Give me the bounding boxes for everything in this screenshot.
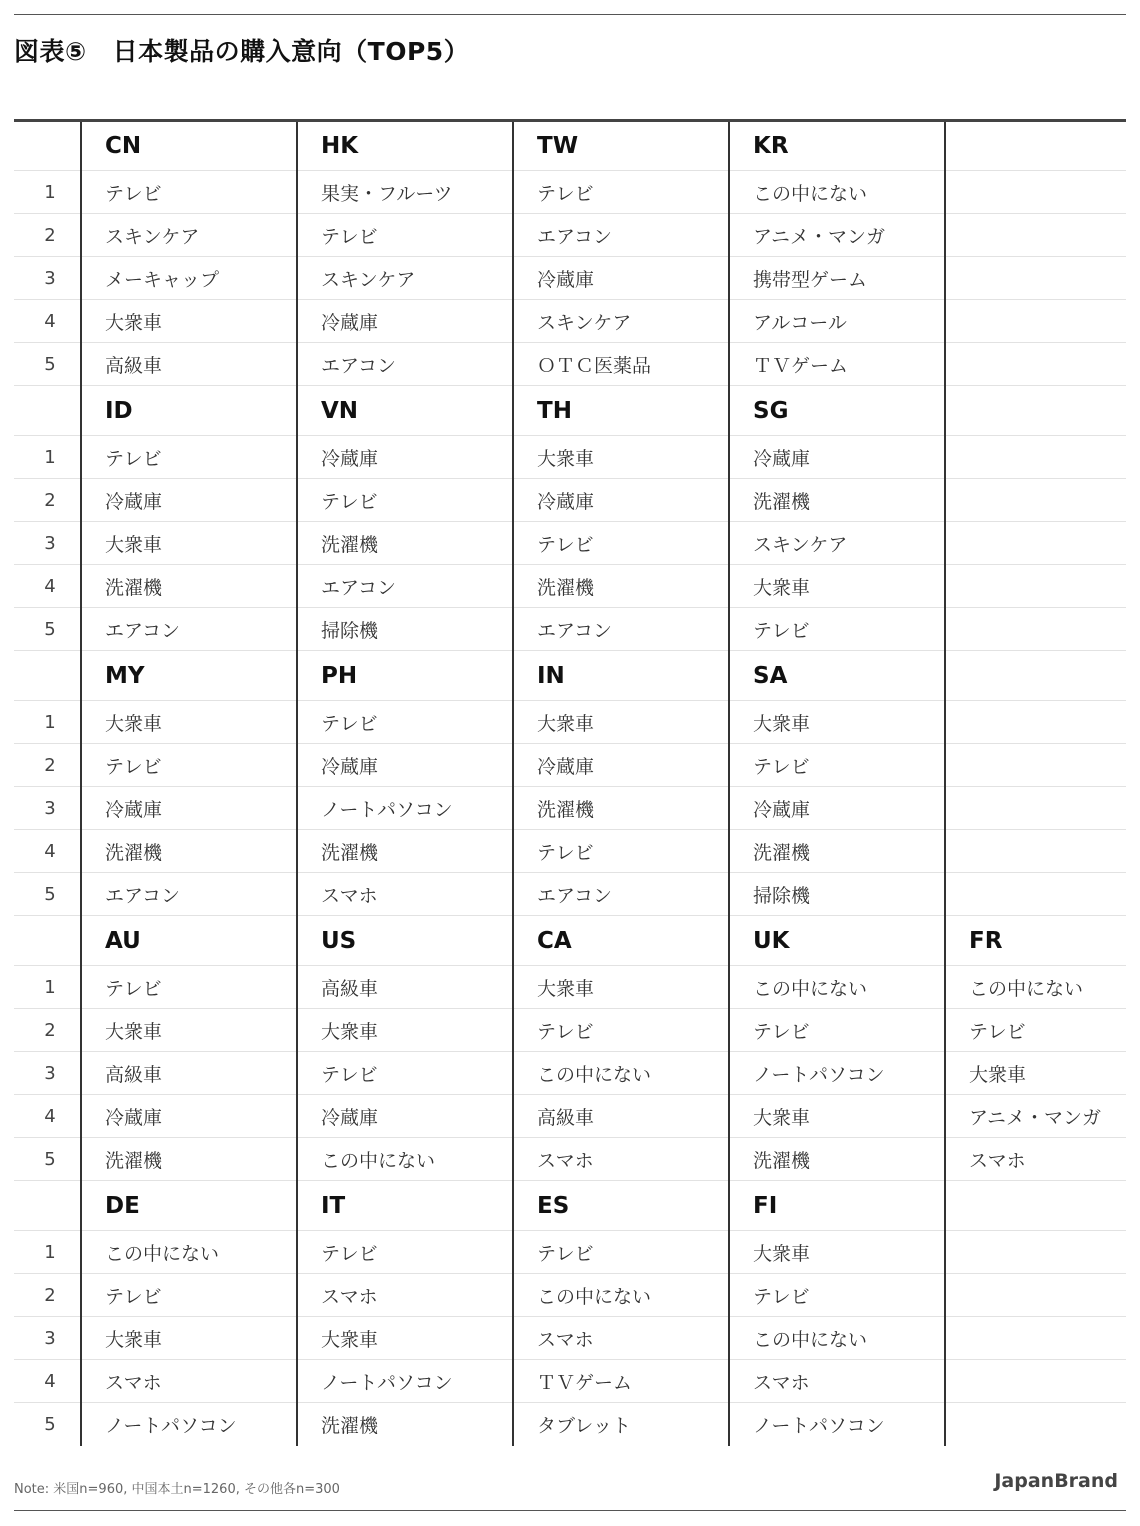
product-cell: アルコール — [729, 300, 945, 343]
table-row — [14, 1274, 1126, 1317]
product-cell — [945, 343, 1126, 386]
product-cell: この中にない — [945, 966, 1126, 1009]
product-cell: スマホ — [513, 1138, 729, 1181]
product-cell: テレビ — [513, 522, 729, 565]
product-cell: 大衆車 — [729, 1231, 945, 1274]
table-row — [14, 300, 1126, 343]
product-cell: テレビ — [81, 966, 297, 1009]
rank-number: 3 — [14, 522, 81, 565]
table-row — [14, 1360, 1126, 1403]
country-code — [945, 386, 1126, 436]
product-cell: 大衆車 — [729, 565, 945, 608]
product-cell: 高級車 — [297, 966, 513, 1009]
product-cell: 冷蔵庫 — [81, 787, 297, 830]
product-cell — [945, 436, 1126, 479]
table-row — [14, 1231, 1126, 1274]
brand-logo: JapanBrand — [994, 1470, 1118, 1492]
country-code: AU — [81, 916, 297, 966]
country-code: TH — [513, 386, 729, 436]
product-cell: テレビ — [513, 1009, 729, 1052]
country-code: CA — [513, 916, 729, 966]
product-cell: ノートパソコン — [729, 1052, 945, 1095]
product-cell: ＴＶゲーム — [729, 343, 945, 386]
product-cell — [945, 1403, 1126, 1446]
product-cell: テレビ — [513, 1231, 729, 1274]
product-cell: この中にない — [513, 1052, 729, 1095]
product-cell — [945, 787, 1126, 830]
product-cell: 冷蔵庫 — [297, 744, 513, 787]
product-cell: 大衆車 — [81, 701, 297, 744]
product-cell — [945, 300, 1126, 343]
country-header-row — [14, 651, 1126, 701]
country-code: HK — [297, 121, 513, 171]
product-cell: エアコン — [81, 608, 297, 651]
country-code — [945, 1181, 1126, 1231]
product-cell: ノートパソコン — [81, 1403, 297, 1446]
product-cell: テレビ — [729, 744, 945, 787]
country-code: KR — [729, 121, 945, 171]
rank-number: 4 — [14, 1095, 81, 1138]
product-cell: 洗濯機 — [729, 830, 945, 873]
product-cell — [945, 701, 1126, 744]
product-cell: テレビ — [81, 744, 297, 787]
rank-number: 3 — [14, 787, 81, 830]
product-cell: 冷蔵庫 — [513, 479, 729, 522]
country-code: IN — [513, 651, 729, 701]
rank-number: 1 — [14, 1231, 81, 1274]
country-code: SA — [729, 651, 945, 701]
country-code: US — [297, 916, 513, 966]
product-cell: 冷蔵庫 — [513, 257, 729, 300]
rank-number: 2 — [14, 1274, 81, 1317]
country-code: PH — [297, 651, 513, 701]
rank-number: 1 — [14, 966, 81, 1009]
product-cell: エアコン — [513, 873, 729, 916]
rank-number: 3 — [14, 1052, 81, 1095]
product-cell: 洗濯機 — [81, 1138, 297, 1181]
rank-header-cell — [14, 1181, 81, 1231]
rank-number: 2 — [14, 744, 81, 787]
product-cell: テレビ — [729, 1009, 945, 1052]
rank-number: 5 — [14, 1138, 81, 1181]
rank-number: 4 — [14, 300, 81, 343]
table-row — [14, 701, 1126, 744]
product-cell: 冷蔵庫 — [729, 787, 945, 830]
product-cell: この中にない — [81, 1231, 297, 1274]
table-row — [14, 744, 1126, 787]
rank-header-cell — [14, 916, 81, 966]
table-row — [14, 1009, 1126, 1052]
product-cell: 洗濯機 — [513, 565, 729, 608]
product-cell: 大衆車 — [81, 1009, 297, 1052]
product-cell — [945, 257, 1126, 300]
footnote: Note: 米国n=960, 中国本土n=1260, その他各n=300 — [14, 1482, 340, 1497]
product-cell: 冷蔵庫 — [297, 1095, 513, 1138]
rank-number: 5 — [14, 1403, 81, 1446]
product-cell: タブレット — [513, 1403, 729, 1446]
product-cell: 冷蔵庫 — [513, 744, 729, 787]
table-row — [14, 1403, 1126, 1446]
product-cell: ＯＴＣ医薬品 — [513, 343, 729, 386]
product-cell — [945, 744, 1126, 787]
product-cell: この中にない — [297, 1138, 513, 1181]
top-rule — [14, 14, 1126, 15]
product-cell: テレビ — [297, 214, 513, 257]
table-row — [14, 608, 1126, 651]
product-cell: 冷蔵庫 — [729, 436, 945, 479]
product-cell — [945, 1360, 1126, 1403]
country-code: ES — [513, 1181, 729, 1231]
product-cell — [945, 873, 1126, 916]
rank-number: 5 — [14, 343, 81, 386]
purchase-intent-table — [14, 119, 1126, 1446]
product-cell: ノートパソコン — [297, 1360, 513, 1403]
figure-title-text: 日本製品の購入意向（TOP5） — [112, 37, 470, 66]
country-header-row — [14, 1181, 1126, 1231]
product-cell: スマホ — [513, 1317, 729, 1360]
rank-number: 1 — [14, 171, 81, 214]
country-code: IT — [297, 1181, 513, 1231]
product-cell: スキンケア — [513, 300, 729, 343]
rank-number: 2 — [14, 214, 81, 257]
product-cell: テレビ — [729, 1274, 945, 1317]
country-header-row — [14, 916, 1126, 966]
table-row — [14, 1095, 1126, 1138]
product-cell: 冷蔵庫 — [81, 479, 297, 522]
product-cell: テレビ — [81, 1274, 297, 1317]
product-cell: 大衆車 — [729, 1095, 945, 1138]
table-row — [14, 1138, 1126, 1181]
table-row — [14, 1052, 1126, 1095]
product-cell: 洗濯機 — [729, 479, 945, 522]
rank-number: 4 — [14, 1360, 81, 1403]
product-cell: テレビ — [729, 608, 945, 651]
product-cell: 掃除機 — [297, 608, 513, 651]
product-cell: テレビ — [297, 1052, 513, 1095]
product-cell — [945, 522, 1126, 565]
product-cell: スマホ — [297, 873, 513, 916]
country-code: UK — [729, 916, 945, 966]
product-cell: この中にない — [729, 171, 945, 214]
product-cell: 洗濯機 — [81, 830, 297, 873]
product-cell: 高級車 — [81, 343, 297, 386]
rank-number: 5 — [14, 608, 81, 651]
product-cell: 洗濯機 — [297, 522, 513, 565]
country-code: ID — [81, 386, 297, 436]
product-cell — [945, 214, 1126, 257]
product-cell: 大衆車 — [513, 966, 729, 1009]
product-cell — [945, 1231, 1126, 1274]
rank-header-cell — [14, 386, 81, 436]
country-code: DE — [81, 1181, 297, 1231]
table-row — [14, 257, 1126, 300]
table-row — [14, 436, 1126, 479]
product-cell: 高級車 — [81, 1052, 297, 1095]
table-row — [14, 522, 1126, 565]
country-code: FR — [945, 916, 1126, 966]
product-cell: メーキャップ — [81, 257, 297, 300]
country-code: VN — [297, 386, 513, 436]
product-cell: ノートパソコン — [297, 787, 513, 830]
rank-number: 2 — [14, 479, 81, 522]
product-cell: スキンケア — [81, 214, 297, 257]
country-code: FI — [729, 1181, 945, 1231]
rank-number: 3 — [14, 257, 81, 300]
product-cell: アニメ・マンガ — [945, 1095, 1126, 1138]
product-cell — [945, 608, 1126, 651]
table-row — [14, 214, 1126, 257]
country-header-row — [14, 121, 1126, 171]
country-code: MY — [81, 651, 297, 701]
product-cell: スマホ — [945, 1138, 1126, 1181]
product-cell: アニメ・マンガ — [729, 214, 945, 257]
product-cell: 大衆車 — [81, 300, 297, 343]
figure-label: 図表⑤ — [14, 37, 87, 66]
table-row — [14, 1317, 1126, 1360]
rank-number: 1 — [14, 436, 81, 479]
product-cell: 洗濯機 — [297, 1403, 513, 1446]
product-cell: 洗濯機 — [729, 1138, 945, 1181]
product-cell: エアコン — [513, 214, 729, 257]
table-row — [14, 171, 1126, 214]
product-cell: 大衆車 — [513, 436, 729, 479]
table-row — [14, 830, 1126, 873]
product-cell — [945, 565, 1126, 608]
product-cell — [945, 479, 1126, 522]
product-cell: 大衆車 — [729, 701, 945, 744]
product-cell: 大衆車 — [297, 1317, 513, 1360]
product-cell: ＴＶゲーム — [513, 1360, 729, 1403]
product-cell: スマホ — [729, 1360, 945, 1403]
product-cell: テレビ — [297, 701, 513, 744]
rank-number: 1 — [14, 701, 81, 744]
bottom-rule — [14, 1510, 1126, 1511]
rank-number: 4 — [14, 830, 81, 873]
country-code: CN — [81, 121, 297, 171]
product-cell: エアコン — [297, 343, 513, 386]
product-cell: 冷蔵庫 — [297, 300, 513, 343]
table-row — [14, 343, 1126, 386]
product-cell: テレビ — [945, 1009, 1126, 1052]
product-cell: 洗濯機 — [297, 830, 513, 873]
rank-number: 4 — [14, 565, 81, 608]
product-cell: テレビ — [297, 1231, 513, 1274]
product-cell: スキンケア — [729, 522, 945, 565]
product-cell: 冷蔵庫 — [297, 436, 513, 479]
product-cell: スマホ — [297, 1274, 513, 1317]
product-cell: 冷蔵庫 — [81, 1095, 297, 1138]
product-cell: エアコン — [81, 873, 297, 916]
rank-number: 5 — [14, 873, 81, 916]
table-row — [14, 479, 1126, 522]
product-cell — [945, 1274, 1126, 1317]
product-cell: 洗濯機 — [81, 565, 297, 608]
product-cell — [945, 171, 1126, 214]
product-cell: 大衆車 — [513, 701, 729, 744]
product-cell: テレビ — [81, 436, 297, 479]
product-cell: 果実・フルーツ — [297, 171, 513, 214]
product-cell — [945, 1317, 1126, 1360]
product-cell: テレビ — [81, 171, 297, 214]
product-cell: スキンケア — [297, 257, 513, 300]
product-cell: この中にない — [513, 1274, 729, 1317]
rank-header-cell — [14, 121, 81, 171]
figure-title — [14, 32, 469, 68]
table-row — [14, 873, 1126, 916]
product-cell: この中にない — [729, 966, 945, 1009]
product-cell: この中にない — [729, 1317, 945, 1360]
product-cell: 大衆車 — [945, 1052, 1126, 1095]
country-code — [945, 121, 1126, 171]
product-cell: エアコン — [513, 608, 729, 651]
country-header-row — [14, 386, 1126, 436]
table-row — [14, 787, 1126, 830]
rank-header-cell — [14, 651, 81, 701]
product-cell: 洗濯機 — [513, 787, 729, 830]
table-row — [14, 565, 1126, 608]
product-cell: 大衆車 — [297, 1009, 513, 1052]
product-cell: ノートパソコン — [729, 1403, 945, 1446]
product-cell: テレビ — [513, 830, 729, 873]
product-cell: エアコン — [297, 565, 513, 608]
product-cell: 大衆車 — [81, 522, 297, 565]
product-cell: 高級車 — [513, 1095, 729, 1138]
country-code — [945, 651, 1126, 701]
product-cell: テレビ — [513, 171, 729, 214]
product-cell: 大衆車 — [81, 1317, 297, 1360]
country-code: TW — [513, 121, 729, 171]
product-cell — [945, 830, 1126, 873]
country-code: SG — [729, 386, 945, 436]
product-cell: テレビ — [297, 479, 513, 522]
product-cell: 掃除機 — [729, 873, 945, 916]
table-row — [14, 966, 1126, 1009]
product-cell: スマホ — [81, 1360, 297, 1403]
rank-number: 2 — [14, 1009, 81, 1052]
product-cell: 携帯型ゲーム — [729, 257, 945, 300]
rank-number: 3 — [14, 1317, 81, 1360]
